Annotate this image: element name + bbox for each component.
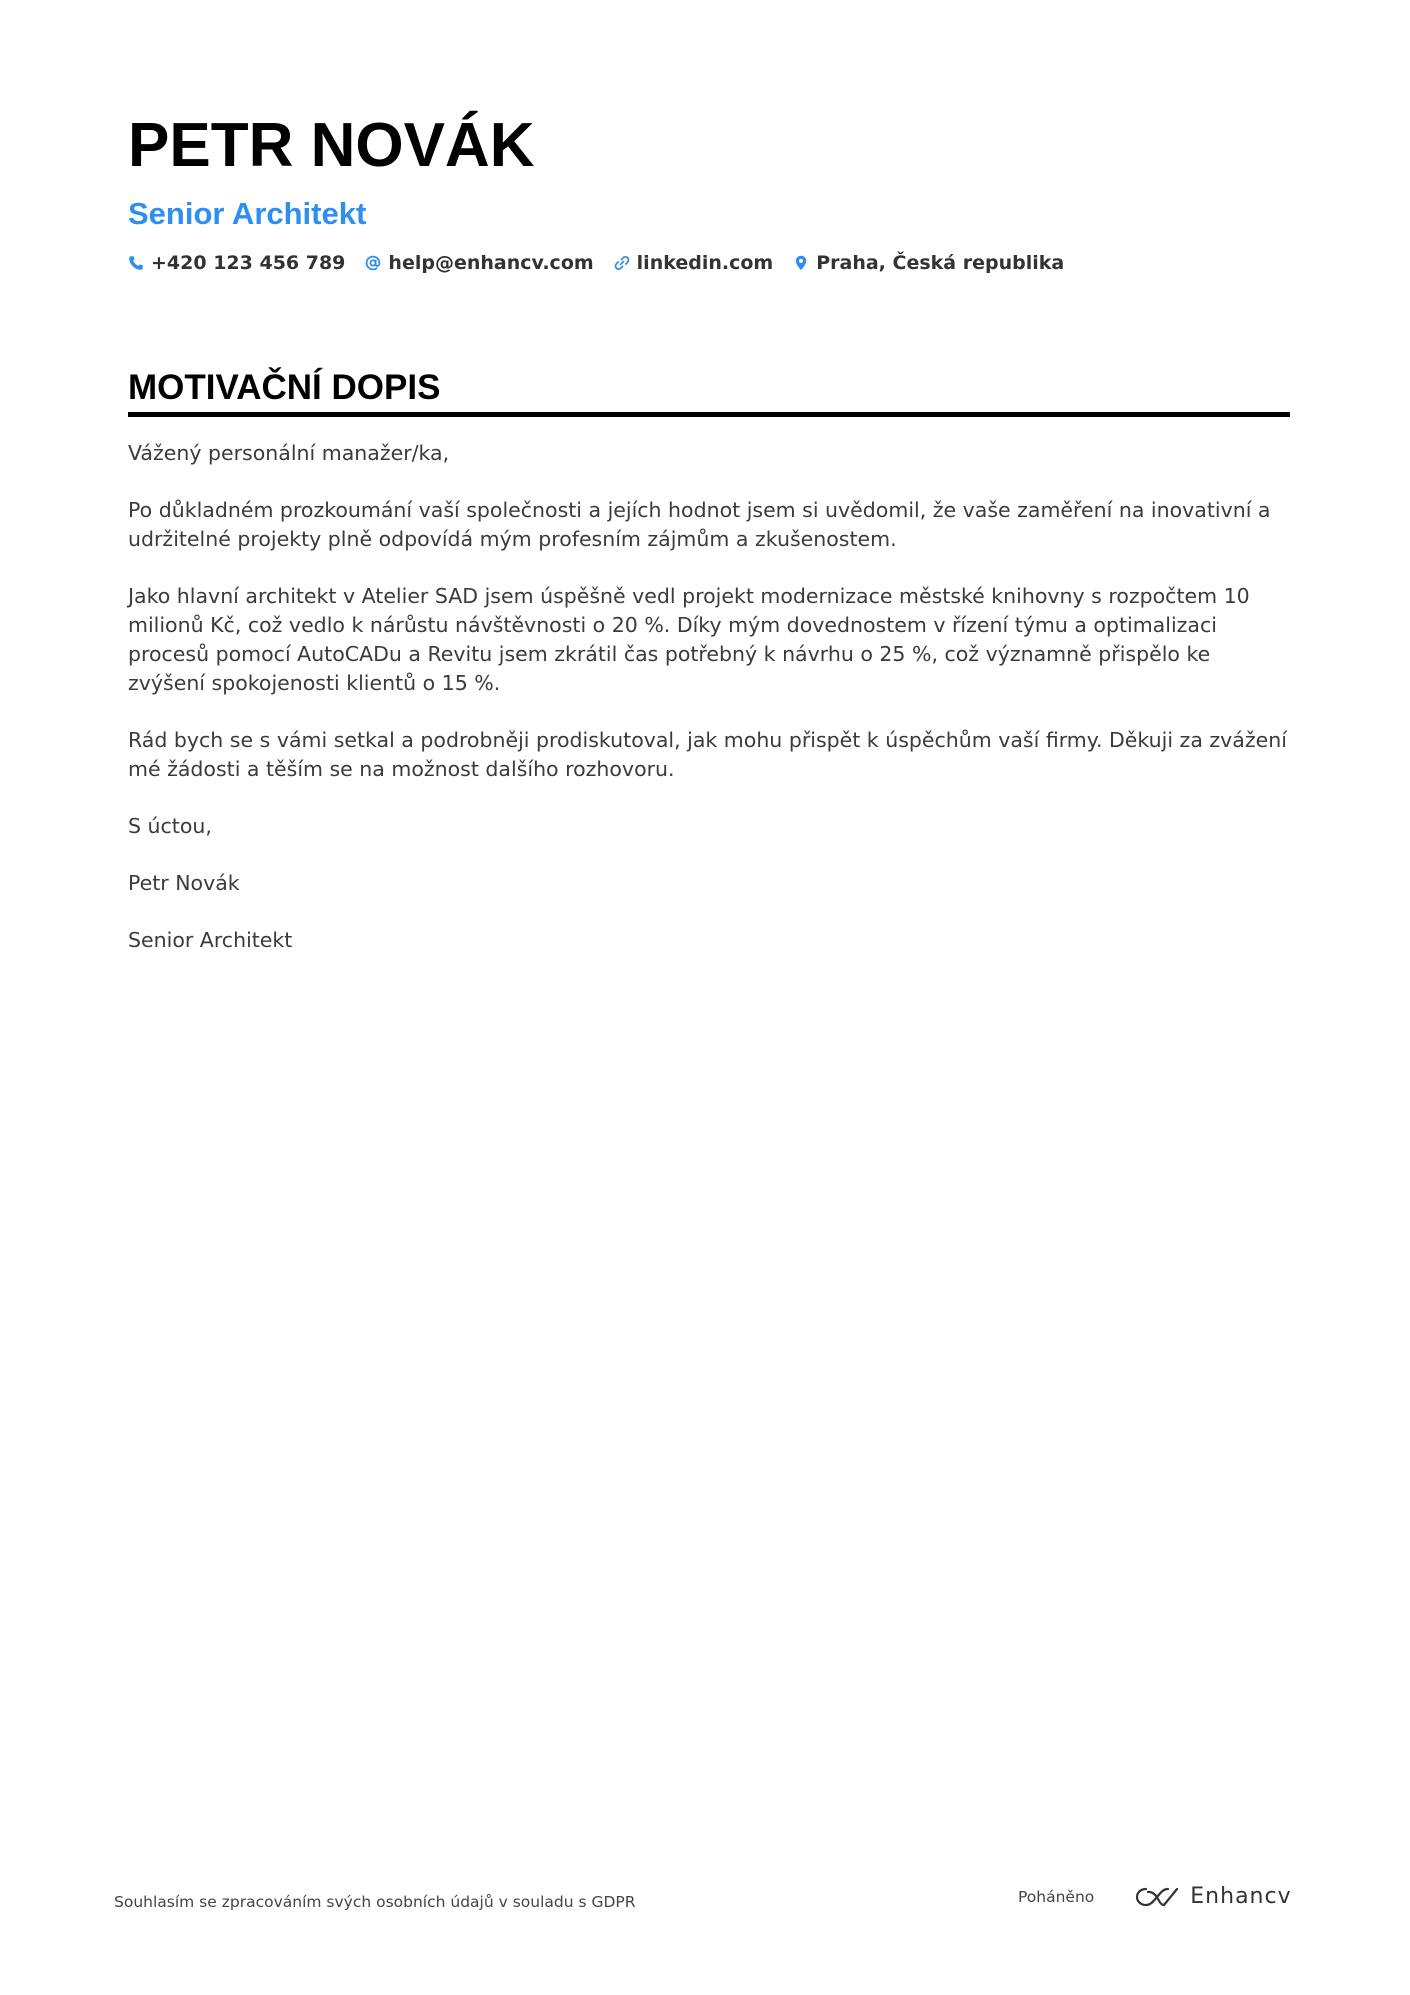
link-icon — [614, 255, 630, 271]
cover-letter-section — [128, 366, 1290, 983]
letter-greeting: Vážený personální manažer/ka, — [128, 441, 450, 465]
section-title: MOTIVAČNÍ DOPIS — [128, 368, 441, 407]
section-divider — [128, 412, 1290, 417]
contact-phone — [128, 252, 345, 274]
enhancv-logo[interactable] — [1134, 1884, 1291, 1909]
enhancv-logo-text: Enhancv — [1190, 1884, 1292, 1909]
letter-paragraph: Po důkladném prozkoumání vaší společnosti a jejích hodnot jsem si uvědomil, že vaše zaměření na inovativní a udržitelné projekty plně odpovídá mým profesním zájmům a zkušenostem. — [128, 498, 1271, 551]
powered-by-label: Poháněno — [1018, 1887, 1095, 1906]
contact-location — [793, 252, 1064, 274]
signature-title: Senior Architekt — [128, 928, 293, 952]
contact-bar — [128, 252, 1288, 274]
letter-paragraph: Rád bych se s vámi setkal a podrobněji prodiskutoval, jak mohu přispět k úspěchům vaší firmy. Děkuji za zvážení mé žádosti a těším se na možnost dalšího rozhovoru. — [128, 728, 1287, 781]
header — [128, 108, 1288, 274]
enhancv-logo-icon — [1134, 1885, 1180, 1909]
contact-linkedin[interactable] — [614, 252, 774, 274]
letter-paragraph: Jako hlavní architekt v Atelier SAD jsem úspěšně vedl projekt modernizace městské knihovny s rozpočtem 10 milionů Kč, což vedlo k nárůstu návštěvnosti o 20 %. Díky mým dovednostem v řízení týmu a optimalizaci procesů pomocí AutoCADu a Revitu jsem zkrátil čas potřebný k návrhu o 25 %, což významně přispělo ke zvýšení spokojenosti klientů o 15 %. — [128, 584, 1250, 695]
candidate-title: Senior Architekt — [128, 196, 367, 231]
signature-name: Petr Novák — [128, 871, 240, 895]
letter-body — [128, 439, 1290, 955]
contact-email[interactable] — [365, 252, 593, 274]
gdpr-consent: Souhlasím se zpracováním svých osobních údajů v souladu s GDPR — [114, 1893, 636, 1911]
linkedin-text: linkedin.com — [636, 252, 774, 274]
location-text: Praha, Česká republika — [816, 252, 1065, 274]
phone-text: +420 123 456 789 — [151, 252, 346, 274]
at-icon — [365, 255, 381, 271]
candidate-name: PETR NOVÁK — [128, 111, 535, 180]
letter-closing: S úctou, — [128, 814, 212, 838]
phone-icon — [128, 255, 144, 271]
powered-by[interactable] — [1018, 1884, 1292, 1909]
email-text: help@enhancv.com — [388, 252, 594, 274]
location-pin-icon — [793, 255, 809, 271]
